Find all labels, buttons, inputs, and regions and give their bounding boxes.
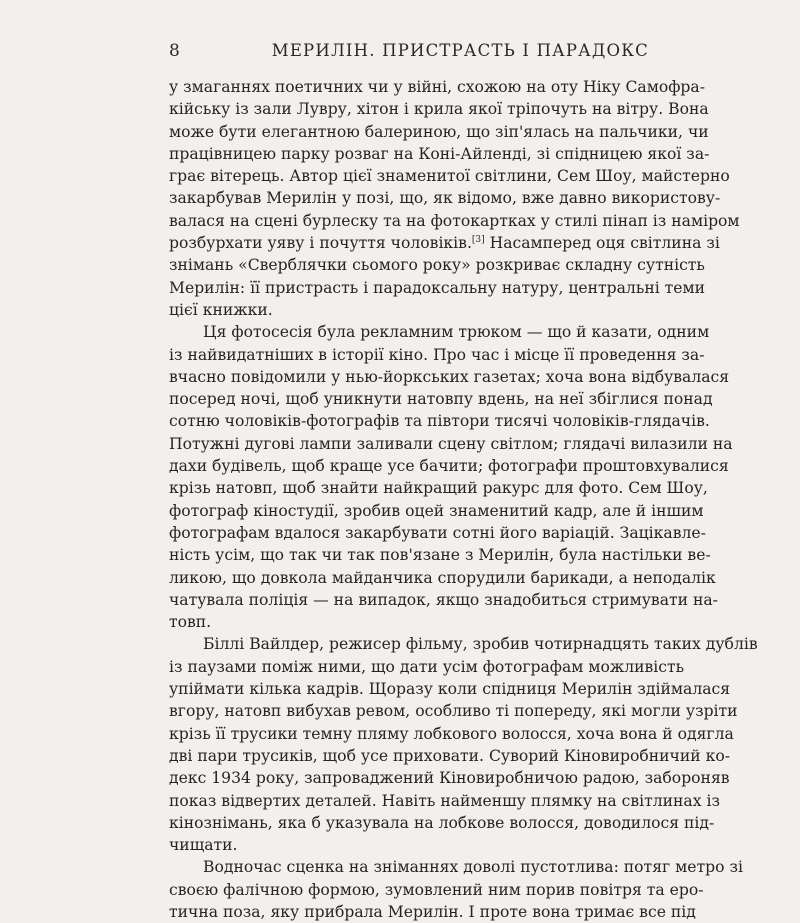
text-line: крізь її трусики темну пляму лобкового волосся, хоча вона й одягла — [169, 724, 734, 743]
text-line: із паузами поміж ними, що дати усім фотографам можливість — [169, 657, 685, 676]
text-line: декс 1934 року, запроваджений Кіновиробничою радою, забороняв — [169, 769, 730, 788]
text-line: цієї книжки. — [169, 300, 273, 319]
text-line: Ця фотосесія була рекламним трюком — що й казати, одним — [203, 323, 710, 342]
body-text — [169, 76, 758, 923]
text-line: товп. — [169, 613, 212, 632]
text-line: показ відвертих деталей. Навіть найменшу плямку на світлинах із — [169, 791, 720, 810]
text-line: грає вітерець. Автор цієї знаменитої світлини, Сем Шоу, майстерно — [169, 167, 730, 186]
text-line: ність усім, що так чи так пов'язане з Мерилін, була настільки ве- — [169, 546, 711, 565]
text-line: знімань «Сверблячки сьомого року» розкриває складну сутність — [169, 256, 705, 275]
text-line: упіймати кілька кадрів. Щоразу коли спідниця Мерилін здіймалася — [169, 680, 731, 699]
text-line: кінознімань, яка б указувала на лобкове волосся, доводилося під- — [169, 813, 715, 832]
text-line: вчасно повідомили у нью-йоркських газетах; хоча вона відбувалася — [169, 367, 730, 386]
page-number: 8 — [169, 41, 181, 61]
text-line: посеред ночі, щоб уникнути натовпу вдень, на неї збіглися понад — [169, 390, 713, 409]
text-line: Потужні дугові лампи заливали сцену світлом; глядачі вилазили на — [169, 434, 733, 453]
text-line: працівницею парку розваг на Коні-Айленді, зі спідницею якої за- — [169, 144, 710, 163]
text-line: тична поза, яку прибрала Мерилін. І проте вона тримає все під — [169, 902, 696, 921]
text-line: Мерилін: її пристрасть і парадоксальну натуру, центральні теми — [169, 278, 706, 297]
text-line: фотографам вдалося закарбувати сотні його варіацій. Зацікавле- — [169, 523, 706, 542]
text-line: своєю фалічною формою, зумовлений ним порив повітря та еро- — [169, 880, 704, 899]
text-line: валася на сцені бурлеску та на фотокартках у стилі пінап із наміром — [169, 211, 740, 230]
text-line: Біллі Вайлдер, режисер фільму, зробив чотирнадцять таких дублів — [203, 635, 758, 654]
text-line: розбурхати уяву і почуття чоловіків.[3] Насамперед оця світлина зі — [169, 234, 720, 253]
text-line: вгору, натовп вибухав ревом, особливо ті попереду, які могли узріти — [169, 702, 738, 721]
text-line: крізь натовп, щоб знайти найкращий ракурс для фото. Сем Шоу, — [169, 479, 708, 498]
text-line: чатувала поліція — на випадок, якщо знадобиться стримувати на- — [169, 590, 718, 609]
text-line: фотограф кіностудії, зробив оцей знаменитий кадр, але й іншим — [169, 501, 704, 520]
text-line: закарбував Мерилін у позі, що, як відомо, вже давно використову- — [169, 189, 721, 208]
text-line: ликою, що довкола майданчика спорудили барикади, а неподалік — [169, 568, 716, 587]
text-line: кійську із зали Лувру, хітон і крила якої тріпочуть на вітру. Вона — [169, 100, 709, 119]
footnote-marker[interactable]: [3] — [471, 234, 485, 245]
text-line: у змаганнях поетичних чи у війні, схожою на оту Ніку Самофра- — [169, 78, 705, 96]
text-line: може бути елегантною балериною, що зіп'ялась на пальчики, чи — [169, 122, 709, 141]
text-line: дахи будівель, щоб краще усе бачити; фотографи проштовхувалися — [169, 457, 729, 476]
running-head — [169, 41, 649, 63]
chapter-title: МЕРИЛІН. ПРИСТРАСТЬ І ПАРАДОКС — [271, 41, 649, 60]
text-line: із найвидатніших в історії кіно. Про час і місце її проведення за- — [169, 345, 705, 364]
text-line: сотню чоловіків-фотографів та півтори тисячі чоловіків-глядачів. — [169, 412, 710, 431]
text-line: дві пари трусиків, щоб усе приховати. Суворий Кіновиробничий ко- — [169, 746, 730, 765]
text-line: чищати. — [169, 836, 238, 855]
text-line: Водночас сценка на зніманнях доволі пустотлива: потяг метро зі — [203, 858, 743, 877]
